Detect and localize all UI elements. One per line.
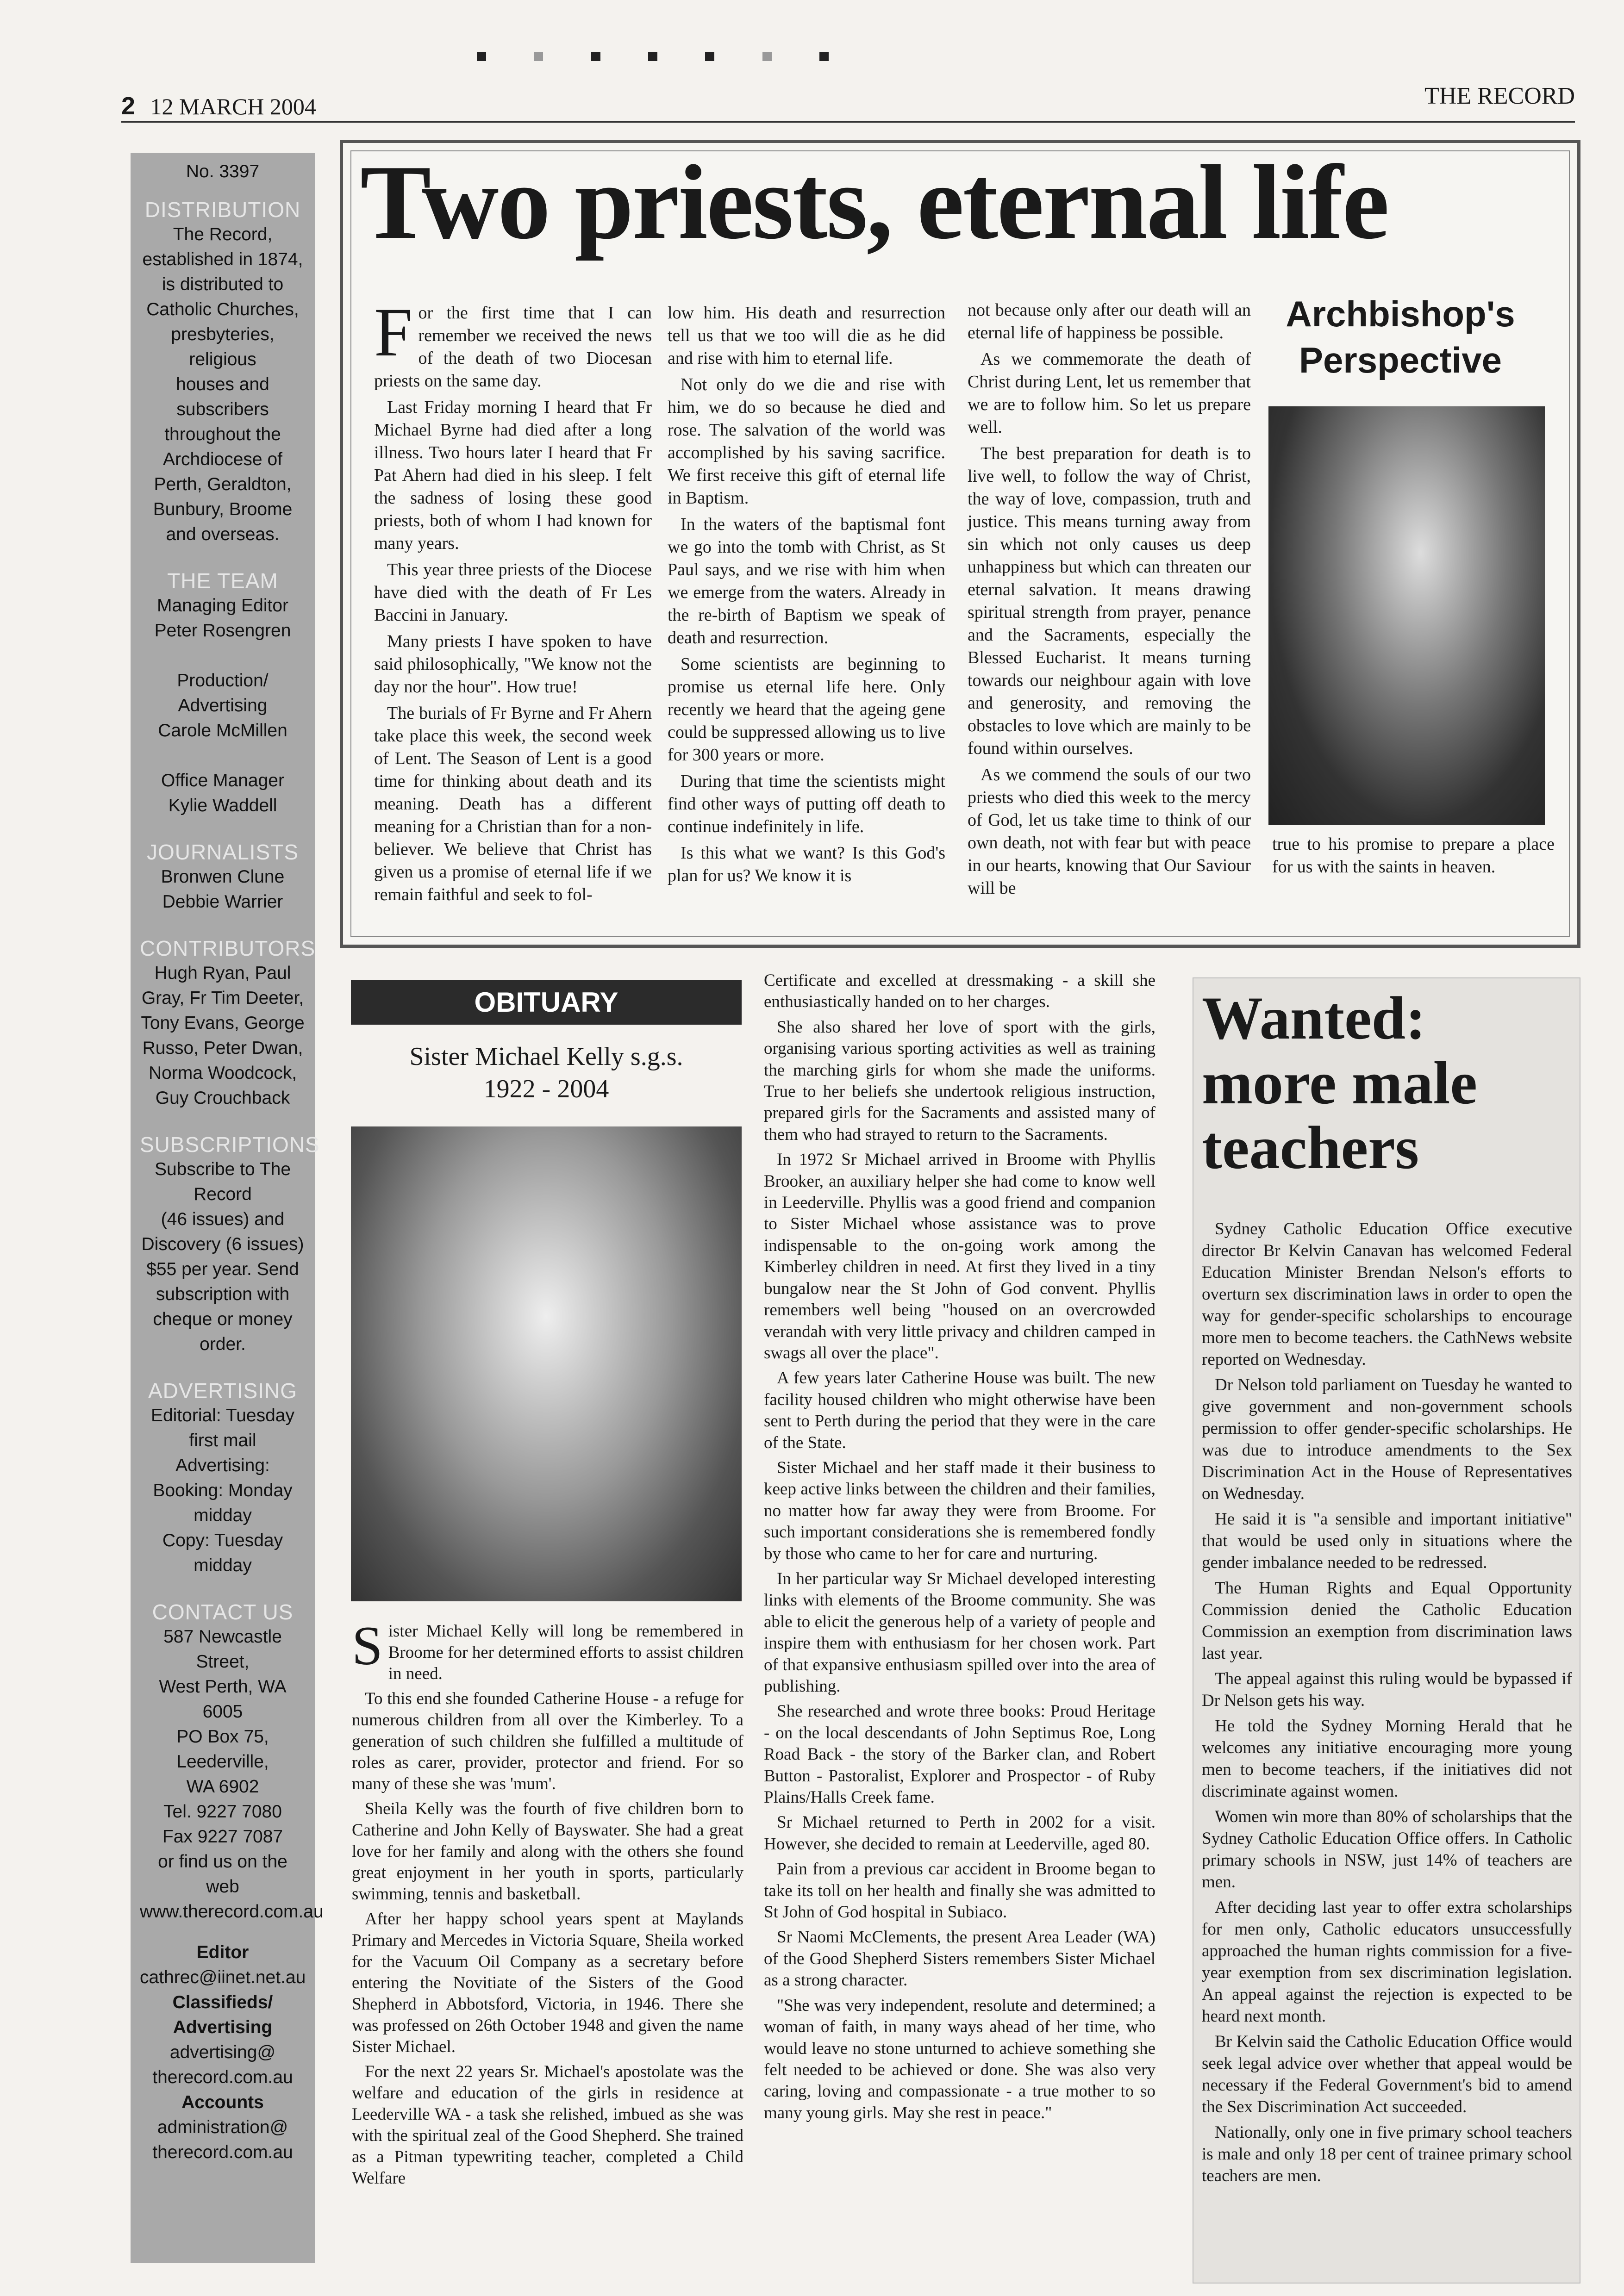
- text-line: Some scientists are beginning to promise us eternal life here. Only recently we heard that the ageing gene could be suppressed allowing us to live for 300 years or more.: [668, 654, 945, 765]
- text-line: Sheila Kelly was the fourth of five children born to Catherine and John Kelly of Bayswater. She had a great love for her family and along with the others she found great enjoyment in her youth in sports, particularly swimming, tennis and basketball.: [352, 1799, 743, 1904]
- text-line: For the next 22 years Sr. Michael's apostolate was the welfare and education of the girls in residence at Leederville WA - a task she relished, imbued as she was with the spiritual zeal of the Good Shepherd. She trained as a Pitman typewriting teacher, completed a Child Welfare: [352, 2062, 743, 2188]
- classifieds-email[interactable]: [131, 2040, 315, 2090]
- text-line: Tel. 9227 7080: [163, 1802, 282, 1822]
- distribution-text: [131, 222, 315, 547]
- text-line: Certificate and excelled at dressmaking - a skill she enthusiastically handed on to her charges.: [764, 971, 1156, 1012]
- text-line: midday: [194, 1506, 252, 1525]
- text-line: Last Friday morning I heard that Fr Michael Byrne had died after a long illness. Two hours later I heard that Fr Pat Ahern had died in his sleep. I felt the sadness of losing these good priests, both of whom I had known for many years.: [374, 398, 652, 553]
- text-line: The Human Rights and Equal Opportunity Commission denied the Catholic Education Commission an exemption from discrimination laws last year.: [1202, 1579, 1572, 1663]
- obituary-years: 1922 - 2004: [483, 1075, 609, 1103]
- text-line: and overseas.: [166, 524, 280, 544]
- text-line: Subscribe to The: [154, 1159, 291, 1179]
- text-line: midday: [194, 1556, 252, 1575]
- advertising-title: ADVERTISING: [148, 1379, 297, 1403]
- text-line: not because only after our death will an eternal life of happiness be possible.: [968, 300, 1251, 342]
- text-line: WA 6902: [186, 1777, 259, 1797]
- subscriptions-title: SUBSCRIPTIONS: [140, 1132, 320, 1157]
- text-line: $55 per year. Send: [146, 1259, 299, 1279]
- text-line: Tony Evans, George: [141, 1013, 305, 1033]
- text-line: The burials of Fr Byrne and Fr Ahern take place this week, the second week of Lent. The Season of Lent is a good time for thinking about death and its meaning. Death has a different meaning for a Christian than for a non-believer. We believe that Christ has given us a promise of eternal life if we remain faithful and seek to fol-: [374, 703, 652, 904]
- editor-email[interactable]: cathrec@iinet.net.au: [140, 1967, 306, 1987]
- text-line: Catholic Churches,: [146, 299, 299, 319]
- text-line: PO Box 75,: [176, 1727, 269, 1747]
- page-number: 2: [121, 92, 136, 120]
- text-line: Is this what we want? Is this God's plan for us? We know it is: [668, 843, 945, 885]
- text-line: Advertising: [178, 696, 268, 716]
- text-line: Guy Crouchback: [155, 1088, 290, 1108]
- printer-marks: [477, 52, 829, 62]
- wanted-headline: Wanted: more male teachers: [1202, 984, 1477, 1182]
- text-line: therecord.com.au: [152, 2142, 293, 2162]
- text-line: Fax 9227 7087: [162, 1827, 283, 1847]
- text-line: Sydney Catholic Education Office executive director Br Kelvin Canavan has welcomed Federal Education Minister Brendan Nelson's efforts to overturn sex discrimination laws in order to open the way for gender-specific scholarships to encourage more men to become teachers. the CathNews website reported on Wednesday.: [1202, 1220, 1572, 1369]
- text-line: Sr Naomi McClements, the present Area Leader (WA) of the Good Shepherd Sisters remembers Sister Michael as a strong character.: [764, 1928, 1156, 1990]
- text-line: or find us on the web: [158, 1852, 287, 1897]
- text-line: order.: [200, 1334, 246, 1354]
- contact-text: [131, 1624, 324, 1924]
- text-line: therecord.com.au: [152, 2067, 293, 2087]
- text-line: In 1972 Sr Michael arrived in Broome with Phyllis Brooker, an auxiliary helper she had come to know well in Leederville. Phyllis was a good friend and companion to Sister Michael whose assistance was to prove indispensable to the on-going work among the Kimberley children in need. At first they lived in a tiny bungalow near the St John of God convent. Phyllis remembers well being "housed on an overcrowded verandah with very little privacy and children camped in swags all over the place".: [764, 1150, 1156, 1363]
- text-line: established in 1874,: [142, 249, 303, 269]
- text-line: During that time the scientists might find other ways of putting off death to continue indefinitely in life.: [668, 772, 945, 836]
- text-line: [131, 743, 315, 768]
- wanted-body: [1202, 1218, 1572, 2190]
- classifieds-label: Classifieds/ Advertising: [172, 1992, 273, 2037]
- text-line: After deciding last year to offer extra scholarships for men only, Catholic educators unsuccessfully approached the human rights commission for a five-year exemption from sex discrimination legislation. An appeal against the rejection is expected to be heard next month.: [1202, 1898, 1572, 2026]
- page-header: [121, 83, 1575, 123]
- publication-name: THE RECORD: [1424, 83, 1575, 109]
- journalists-text: [131, 865, 315, 915]
- subscriptions-text: [131, 1157, 315, 1357]
- column-title: Archbishop's Perspective: [1286, 293, 1515, 380]
- text-line: Discovery (6 issues): [141, 1234, 304, 1254]
- contributors-title: CONTRIBUTORS: [140, 936, 316, 960]
- text-line: cheque or money: [153, 1309, 293, 1329]
- text-line: To this end she founded Catherine House - a refuge for numerous children from all over the Kimberley. To a generation of such children she fulfilled a multitude of roles as carer, provider, protector and friend. For so many of these she was 'mum'.: [352, 1689, 743, 1793]
- lead-headline: Two priests, eternal life: [360, 143, 1388, 261]
- team-text: [131, 593, 315, 818]
- obituary-label: OBITUARY: [351, 980, 742, 1025]
- text-line: A few years later Catherine House was built. The new facility housed children who might otherwise have been sent to Perth during the period that they were in the care of the State.: [764, 1369, 1156, 1452]
- lead-column-4: [1272, 833, 1555, 882]
- text-line: "She was very independent, resolute and determined; a woman of faith, in many ways ahead of her time, who would leave no stone unturned to achieve something she felt needed to be achieved or done. She was also very caring, loving and compassionate - a true mother to so many young girls. May she rest in peace.": [764, 1996, 1156, 2122]
- sister-michael-photo: [351, 1126, 742, 1601]
- text-line: The Record,: [173, 224, 273, 244]
- issue-number: No. 3397: [186, 162, 260, 181]
- text-line: Copy: Tuesday: [162, 1531, 283, 1550]
- accounts-label: Accounts: [181, 2092, 264, 2112]
- text-line: Not only do we die and rise with him, we do so because he died and rose. The salvation of the world was accomplished by his saving sacrifice. We first receive this gift of eternal life in Baptism.: [668, 375, 945, 508]
- text-line: Norma Woodcock,: [148, 1063, 297, 1083]
- text-line: or the first time that I can remember we received the news of the death of two Diocesan priests on the same day.: [374, 303, 652, 391]
- text-line: Archdiocese of: [163, 449, 282, 469]
- text-line: The best preparation for death is to live well, to follow the way of Christ, the way of love, compassion, truth and justice. This means turning away from sin which not only causes us deep unhappiness but which can threaten our eternal salvation. It means drawing spiritual strength from prayer, penance and the Sacraments, especially the Blessed Eucharist. It means turning towards our neighbour again with love and generosity, and removing the obstacles to love which are mainly to be found within ourselves.: [968, 444, 1251, 758]
- text-line: In the waters of the baptismal font we go into the tomb with Christ, as St Paul says, and we rise with him when we emerge from the waters. Already in the re-birth of Baptism we speak of death and resurrection.: [668, 515, 945, 647]
- text-line: Editorial: Tuesday: [150, 1406, 294, 1425]
- text-line: She also shared her love of sport with the girls, organising various sporting activities as well as training the marching girls for whom she made the uniforms. True to her beliefs she undertook religious instruction, prepared girls for the Sacraments and assisted many of them who had strayed to return to the Sacraments.: [764, 1017, 1156, 1144]
- obituary-drop-cap: S: [352, 1615, 383, 1676]
- text-line: This year three priests of the Diocese have died with the death of Fr Les Baccini in January.: [374, 560, 652, 625]
- text-line: (46 issues) and: [161, 1209, 285, 1229]
- text-line: administration@: [157, 2117, 288, 2137]
- lead-column-1: [374, 294, 652, 910]
- text-line: The appeal against this ruling would be bypassed if Dr Nelson gets his way.: [1202, 1669, 1572, 1710]
- text-line: Nationally, only one in five primary school teachers is male and only 18 per cent of trainee primary school teachers are men.: [1202, 2123, 1572, 2185]
- text-line: throughout the: [164, 424, 281, 444]
- text-line: true to his promise to prepare a place for us with the saints in heaven.: [1272, 834, 1555, 877]
- text-line: presbyteries,: [171, 324, 275, 344]
- text-line: Office Manager: [161, 771, 284, 790]
- text-line: As we commemorate the death of Christ during Lent, let us remember that we are to follow him. So let us prepare well.: [968, 349, 1251, 437]
- text-line: Bronwen Clune: [161, 867, 285, 887]
- text-line: As we commend the souls of our two priests who died this week to the mercy of God, let us take time to think of our own death, not with fear but with peace in our hearts, knowing that Our Saviour will be: [968, 765, 1251, 898]
- text-line: Peter Rosengren: [154, 621, 291, 641]
- text-line: Carole McMillen: [158, 721, 287, 740]
- contact-title: CONTACT US: [152, 1600, 294, 1624]
- lead-column-2: [668, 302, 945, 891]
- distribution-title: DISTRIBUTION: [144, 198, 301, 222]
- team-title: THE TEAM: [167, 569, 278, 593]
- text-line: first mail: [189, 1431, 256, 1450]
- text-line: He told the Sydney Morning Herald that he welcomes any initiative encouraging more young men to become teachers, if the initiatives did not discriminate against women.: [1202, 1717, 1572, 1801]
- text-line: Hugh Ryan, Paul: [154, 963, 291, 983]
- issue-date: 12 MARCH 2004: [150, 93, 316, 119]
- text-line: advertising@: [169, 2042, 276, 2062]
- text-line: 587 Newcastle Street,: [163, 1627, 282, 1672]
- text-line: low him. His death and resurrection tell us that we too will die as he did and rise with him to eternal life.: [668, 303, 945, 368]
- text-line: Many priests I have spoken to have said philosophically, "We know not the day nor the hour". How true!: [374, 632, 652, 697]
- accounts-email[interactable]: [131, 2115, 315, 2165]
- advertising-text: [131, 1403, 315, 1578]
- archbishop-photo: [1268, 406, 1545, 825]
- text-line: Gray, Fr Tim Deeter,: [141, 988, 304, 1008]
- text-line: subscription with: [156, 1284, 290, 1304]
- text-line: Leederville,: [176, 1752, 269, 1772]
- text-line: Russo, Peter Dwan,: [142, 1038, 303, 1058]
- text-line: In her particular way Sr Michael developed interesting links with elements of the Broome community. She was able to elicit the generous help of a variety of people and inspire them with enthusiasm for her chosen work. Part of that expansive enthusiasm spilled over into the area of publishing.: [764, 1569, 1156, 1696]
- text-line: [131, 643, 315, 668]
- text-line: is distributed to: [162, 274, 284, 294]
- text-line: www.therecord.com.au: [140, 1902, 324, 1922]
- text-line: Sr Michael returned to Perth in 2002 for a visit. However, she decided to remain at Leederville, aged 80.: [764, 1813, 1156, 1854]
- lead-column-3: [968, 299, 1251, 903]
- text-line: Record: [194, 1184, 252, 1204]
- text-line: After her happy school years spent at Maylands Primary and Mercedes in Victoria Square, Sheila worked for the Vacuum Oil Company as a secretary before entering the Novitiate of the Sisters of the Good Shepherd in Abbotsford, Victoria, in 1946. There she was professed on 26th October 1948 and given the name Sister Michael.: [352, 1910, 743, 2056]
- text-line: Br Kelvin said the Catholic Education Office would seek legal advice over whether that appeal would be necessary if the Federal Government's bid to amend the Sex Discrimination Act succeeded.: [1202, 2032, 1572, 2116]
- text-line: Bunbury, Broome: [153, 499, 293, 519]
- text-line: ister Michael Kelly will long be remembered in Broome for her determined efforts to assist children in need.: [388, 1622, 743, 1683]
- text-line: Pain from a previous car accident in Broome began to take its toll on her health and finally she was admitted to St John of God hospital in Subiaco.: [764, 1860, 1156, 1922]
- text-line: subscribers: [176, 399, 269, 419]
- text-line: Debbie Warrier: [162, 892, 283, 912]
- text-line: Managing Editor: [156, 596, 288, 616]
- text-line: Perth, Geraldton,: [154, 474, 292, 494]
- obituary-name: Sister Michael Kelly s.g.s.: [409, 1042, 683, 1071]
- text-line: She researched and wrote three books: Proud Heritage - on the local descendants of John Septimus Roe, Long Road Back - the story of the Barker clan, and Robert Button - Pastoralist, Explorer and Prospector - of Ruby Plains/Halls Creek fame.: [764, 1702, 1156, 1807]
- text-line: Production/: [177, 671, 269, 691]
- masthead-sidebar: [131, 153, 324, 2263]
- obituary-heading: [351, 1040, 742, 1105]
- text-line: Women win more than 80% of scholarships that the Sydney Catholic Education Office offers. In Catholic primary schools in NSW, just 14% of teachers are men.: [1202, 1807, 1572, 1892]
- drop-cap: F: [374, 294, 413, 371]
- text-line: He said it is "a sensible and important initiative" that would be used only in situations where the gender imbalance needed to be redressed.: [1202, 1510, 1572, 1572]
- text-line: Booking: Monday: [153, 1481, 293, 1500]
- text-line: religious: [189, 349, 256, 369]
- contributors-text: [131, 961, 315, 1111]
- text-line: houses and: [176, 374, 269, 394]
- text-line: West Perth, WA 6005: [159, 1677, 287, 1722]
- obituary-column-2: [764, 970, 1156, 2128]
- text-line: Kylie Waddell: [168, 796, 277, 815]
- editor-label: Editor: [196, 1942, 249, 1962]
- journalists-title: JOURNALISTS: [147, 840, 299, 864]
- text-line: Sister Michael and her staff made it their business to keep active links between the children and their families, no matter how far away they were from Broome. For such important considerations she is remembered fondly by those who came to her for care and nurturing.: [764, 1458, 1156, 1563]
- text-line: Dr Nelson told parliament on Tuesday he wanted to give government and non-government schools permission to offer gender-specific scholarships. He was due to introduce amendments to the Sex Discrimination Act in the House of Representatives on Wednesday.: [1202, 1375, 1572, 1503]
- obituary-column-1: [352, 1615, 743, 2193]
- text-line: Advertising:: [175, 1456, 270, 1475]
